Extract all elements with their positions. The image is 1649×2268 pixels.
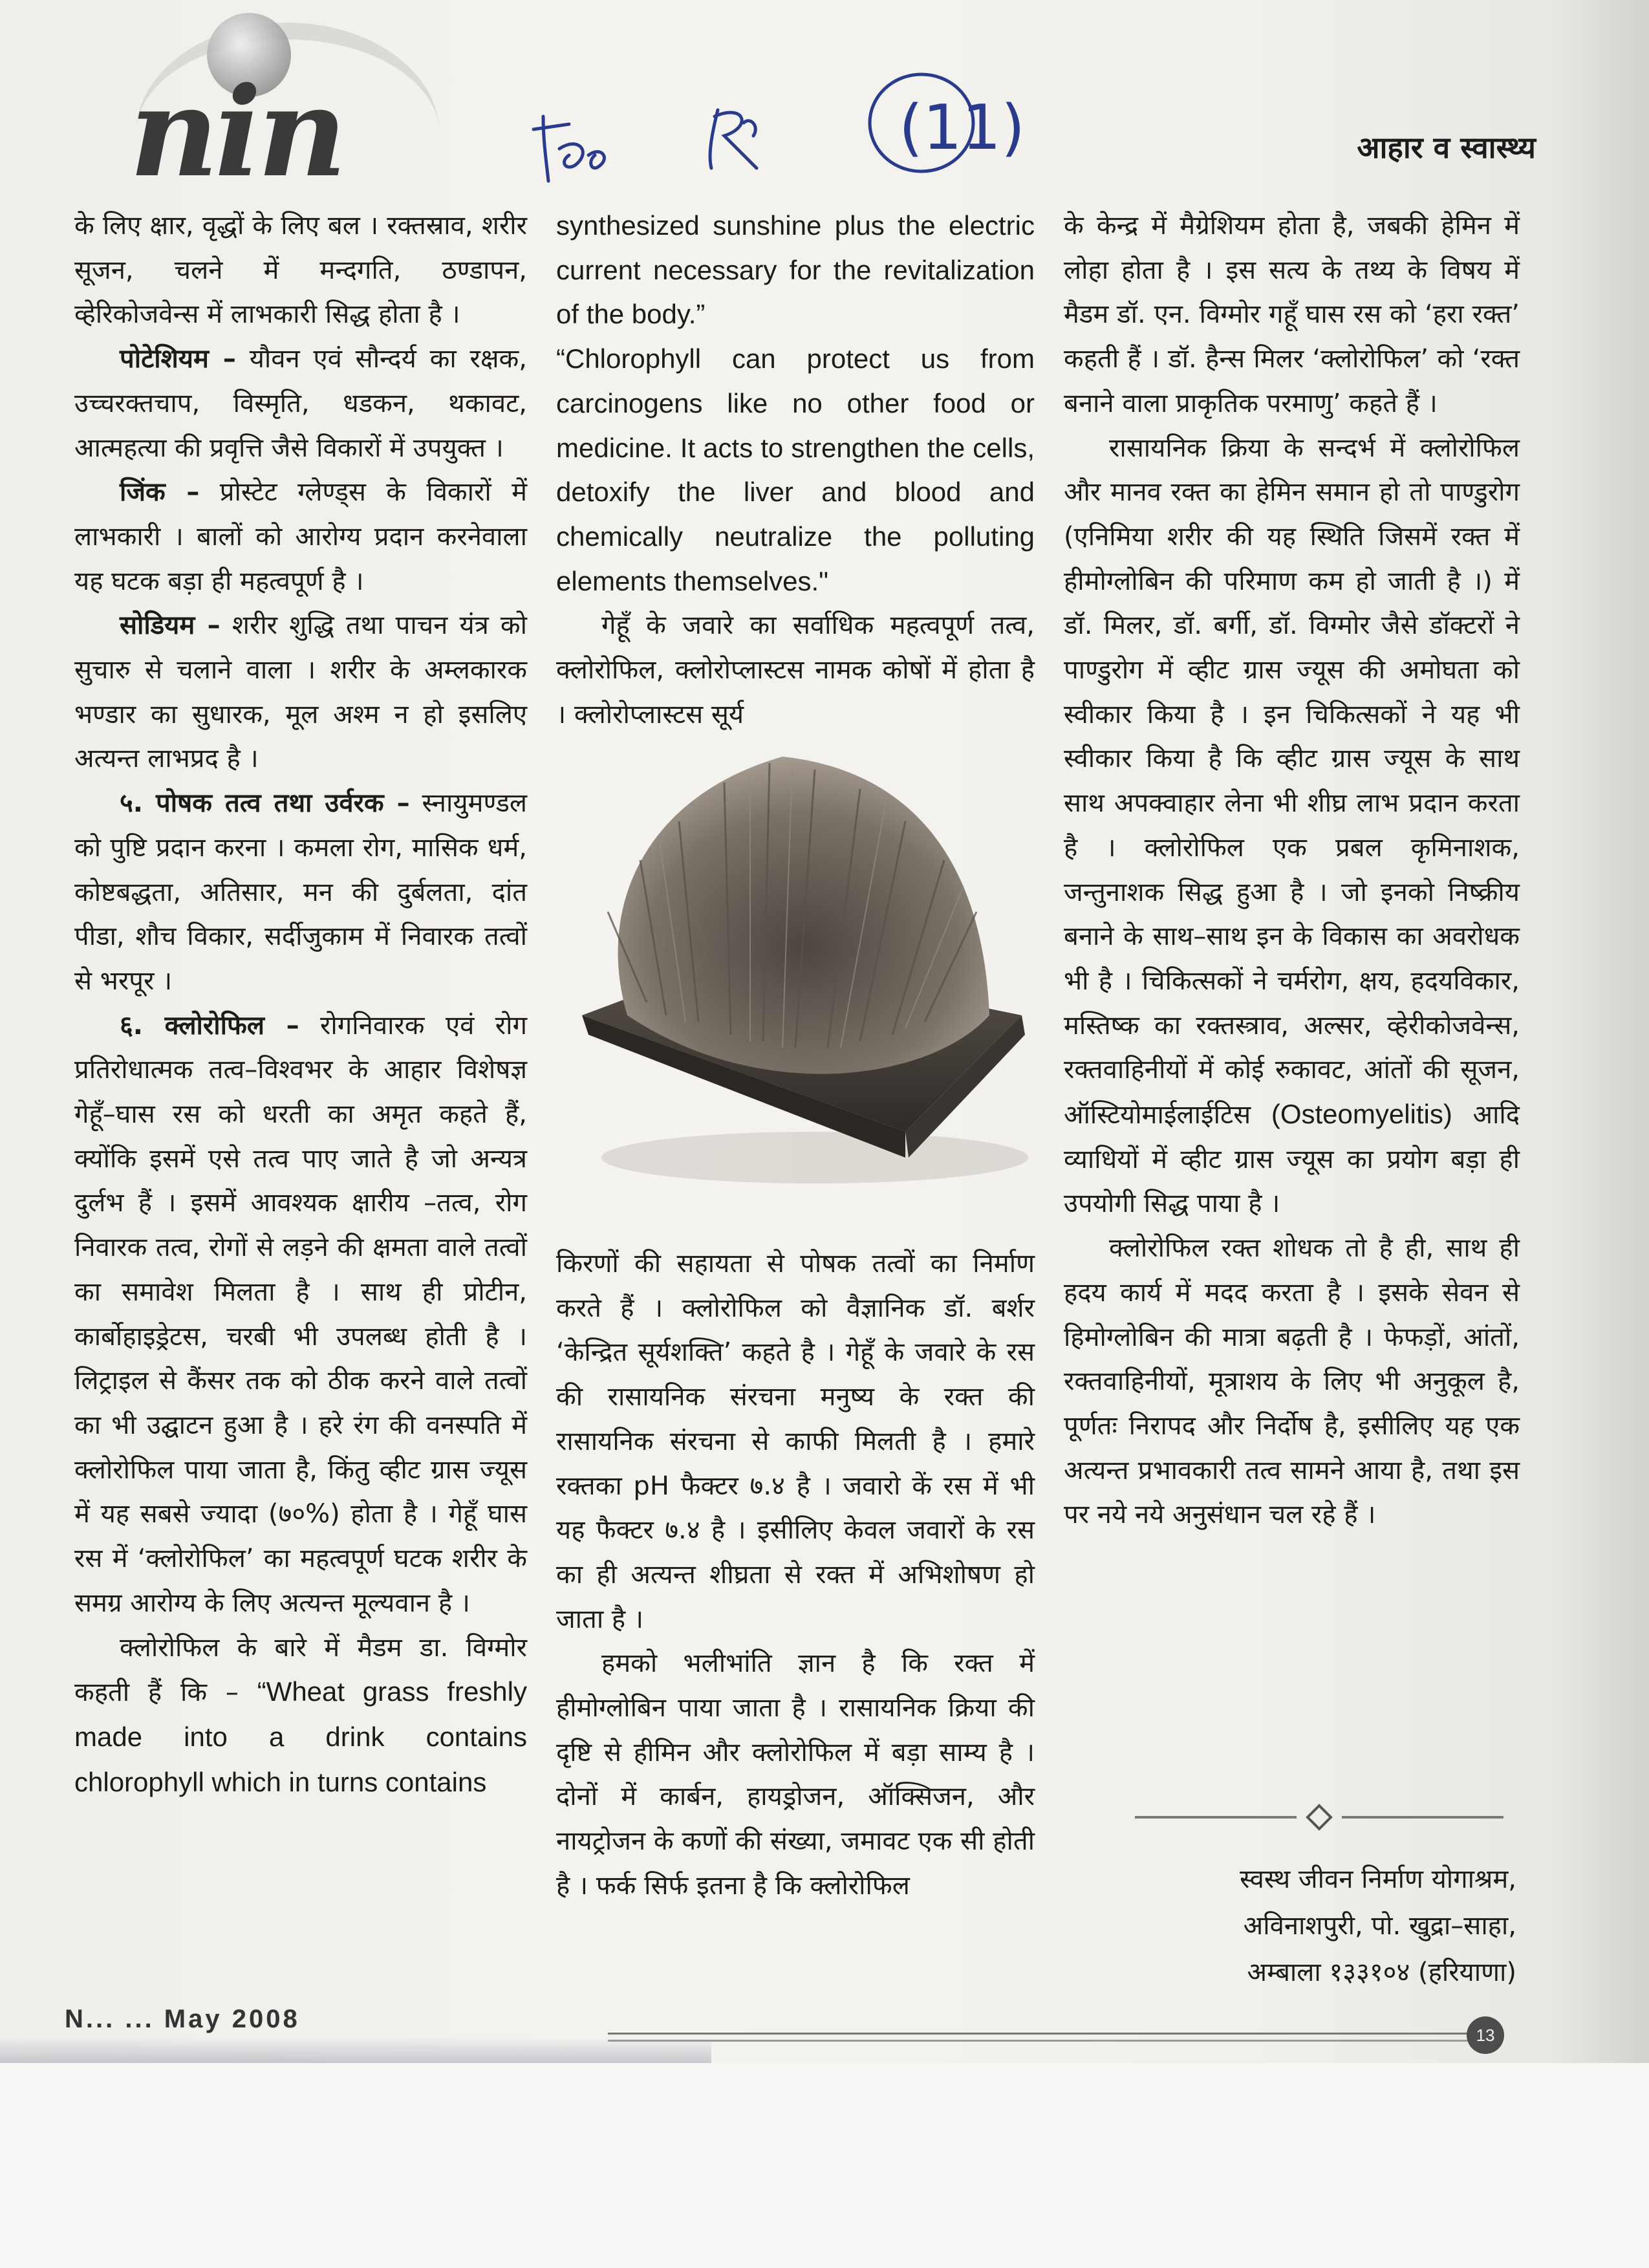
paragraph-potassium — [74, 337, 527, 470]
paragraph-text: शरीर शुद्धि तथा पाचन यंत्र को सुचारु से चलाने वाला । शरीर के अम्लकारक भण्डार का सुधारक, मूल अश्म न हो इसलिए अत्यन्त लाभप्रद है । — [74, 610, 527, 774]
section-title: आहार व स्वास्थ्य — [1357, 130, 1536, 165]
paragraph-text: यौवन एवं सौन्दर्य का रक्षक, उच्चरक्तचाप, विस्मृति, धडकन, थकावट, आत्महत्या की प्रवृत्ति जैसे विकारों में उपयुक्त । — [74, 344, 527, 463]
wheatgrass-tray-photo — [569, 744, 1035, 1190]
column-2 — [556, 204, 1035, 1901]
paragraph: हमको भलीभांति ज्ञान है कि रक्त में हीमोग्लोबिन पाया जाता है । रासायनिक क्रिया की दृष्टि से हीमिन और क्लोरोफिल में बड़ा साम्य है । दोनों में कार्बन, हायड्रोजन, ऑक्सिजन, और नायट्रोजन के कणों की संख्या, जमावट एक सी होती है । फर्क सिर्फ इतना है कि क्लोरोफिल — [556, 1648, 1035, 1901]
footer-issue-text: N... ... May 2008 — [65, 2005, 300, 2033]
paragraph-text: क्लोरोफिल के बारे में मैडम डा. विग्मोर कहती हैं कि – — [74, 1632, 527, 1708]
page-number: 13 — [1467, 2016, 1504, 2054]
english-quote: synthesized sunshine plus the electric current necessary for the revitalization of the body.” — [556, 210, 1035, 330]
english-term: (Osteomyelitis) — [1271, 1099, 1452, 1130]
nutrient-heading: पोटेशियम – — [120, 344, 236, 374]
english-quote: “Chlorophyll can protect us from carcinogens like no other food or medicine. It acts to strengthen the cells, detoxify the liver and blood and chemically neutralize the polluting elements themselves." — [556, 343, 1035, 596]
address-line: अम्बाला १३३१०४ (हरियाणा) — [1247, 1958, 1516, 1987]
section-heading: ५. पोषक तत्व तथा उर्वरक – — [120, 788, 410, 819]
paragraph: क्लोरोफिल रक्त शोधक तो है ही, साथ ही हदय कार्य में मदद करता है । इसके सेवन से हिमोग्लोबिन की मात्रा बढ़ती है । फेफड़ों, आंतों, रक्तवाहिनीयों, मूत्राशय के लिए भी अनुकूल है, पूर्णतः निरापद और निर्दोष है, इसीलिए यह एक अत्यन्त प्रभावकारी तत्व सामने आया है, तथा इस पर नये नये अनुसंधान चल रहे हैं । — [1064, 1233, 1520, 1530]
paragraph — [1064, 426, 1520, 1227]
paragraph-text: प्रोस्टेट ग्लेण्ड्स के विकारों में लाभकारी । बालों को आरोग्य प्रदान करनेवाला यह घटक बड़ा ही महत्वपूर्ण है । — [74, 477, 528, 596]
address-line: अविनाशपुरी, पो. खुद्रा–साहा, — [1243, 1911, 1516, 1941]
paragraph-quote-intro — [74, 1626, 527, 1806]
paragraph: के केन्द्र में मैग्रेशियम होता है, जबकी हेमिन में लोहा होता है । इस सत्य के तथ्य के विषय में मैडम डॉ. एन. विग्मोर गहूँ घास रस को ‘हरा रक्त’ कहती हैं । डॉ. हैन्स मिलर ‘क्लोरोफिल’ को ‘रक्त बनाने वाला प्राकृतिक परमाणु’ कहते हैं । — [1064, 211, 1520, 418]
paragraph: के लिए क्षार, वृद्धों के लिए बल । रक्तस्राव, शरीर सूजन, चलने में मन्दगति, ठण्डापन, व्हेरिकोजवेन्स में लाभकारी सिद्ध होता है । — [74, 211, 527, 330]
paragraph-text: आदि व्याधियों में व्हीट ग्रास ज्यूस का प्रयोग बड़ा ही उपयोगी सिद्ध पाया है । — [1064, 1100, 1520, 1219]
column-3 — [1064, 204, 1520, 1537]
paragraph: गेहूँ के जवारे का सर्वाधिक महत्वपूर्ण तत्व, क्लोरोफिल, क्लोरोप्लास्टस नामक कोषों में होता है । क्लोरोप्लास्टस सूर्य — [556, 610, 1035, 729]
nutrient-heading: सोडियम – — [120, 610, 221, 641]
scanner-margin — [0, 2063, 1649, 2268]
paragraph-text: रासायनिक क्रिया के सन्दर्भ में क्लोरोफिल और मानव रक्त का हेमिन समान हो तो पाण्डुरोग (एनिमिया शरीर की यह स्थिति जिसमें रक्त में हीमोग्लोबिन की परिमाण कम हो जाती है ।) में डॉ. मिलर, डॉ. बर्गी, डॉ. विग्मोर जैसे डॉक्टरों ने पाण्डुरोग में व्हीट ग्रास ज्यूस की अमोघता को स्वीकार किया है । इन चिकित्सकों ने यह भी स्वीकार किया है कि व्हीट ग्रास ज्यूस के साथ साथ अपक्वाहार लेना भी शीघ्र लाभ प्रदान करता है । क्लोरोफिल एक प्रबल कृमिनाशक, जन्तुनाशक सिद्ध हुआ है । जो इनको निष्क्रीय बनाने के साथ–साथ इन के विकास का अवरोधक भी है । चिकित्सकों ने चर्मरोग, क्षय, हदयविकार, मस्तिष्क का रक्तस्त्राव, अल्सर, व्हेरीकोजवेन्स, रक्तवाहिनीयों में कोई रुकावट, आंतों की सूजन, ऑस्टियोमाईलाईटिस — [1064, 433, 1520, 1130]
nin-logo-icon — [110, 13, 382, 204]
address-line: स्वस्थ जीवन निर्माण योगाश्रम, — [1240, 1864, 1516, 1894]
paragraph-sodium — [74, 603, 527, 781]
english-quote: “Wheat grass freshly made into a drink contains chlorophyll which in turns contains — [74, 1676, 527, 1797]
logo-text: nin — [129, 60, 343, 204]
paragraph-nutrients — [74, 781, 527, 1004]
column-1 — [74, 204, 527, 1805]
paragraph-text: स्नायुमण्डल को पुष्टि प्रदान करना । कमला रोग, मासिक धर्म, कोष्टबद्धता, अतिसार, मन की दुर्बलता, दांत पीडा, शौच विकार, सर्दीजुकाम में निवारक तत्वों से भरपूर । — [74, 788, 527, 996]
paragraph-zinc — [74, 470, 527, 603]
handwritten-annotation — [530, 65, 1026, 194]
diamond-divider-icon — [1135, 1804, 1503, 1830]
section-heading: ६. क्लोरोफिल – — [120, 1010, 299, 1041]
footer-rule — [608, 2033, 1474, 2042]
author-address — [1240, 1856, 1516, 1996]
handwritten-number: (11) — [899, 92, 1026, 164]
paragraph: किरणों की सहायता से पोषक तत्वों का निर्माण करते हैं । क्लोरोफिल को वैज्ञानिक डॉ. बर्शर ‘केन्द्रित सूर्यशक्ति’ कहते है । गेहूँ के जवारे के रस की रासायनिक संरचना मनुष्य के रक्त की रासायनिक संरचना से काफी मिलती है । हमारे रक्तका pH फैक्टर ७.४ है । जवारो कें रस में भी यह फैक्टर ७.४ है । इसीलिए केवल जवारों के रस का ही अत्यन्त शीघ्रता से रक्त में अभिशोषण हो जाता है । — [556, 1249, 1035, 1634]
paragraph-chlorophyll — [74, 1004, 527, 1626]
paragraph-text: रोगनिवारक एवं रोग प्रतिरोधात्मक तत्व–विश्वभर के आहार विशेषज्ञ गेहूँ–घास रस को धरती का अमृत कहते हैं, क्योंकि इसमें एसे तत्व पाए जाते है जो अन्यत्र दुर्लभ हैं । इसमें आवश्यक क्षारीय –तत्व, रोग निवारक तत्व, रोगों से लड़ने की क्षमता वाले तत्वों का समावेश मिलता है । साथ ही प्रोटीन, कार्बोहाइड्रेटस, चरबी भी उपलब्ध होती है । लिट्राइल से कैंसर तक को ठीक करने वाले तत्वों का भी उद्घाटन हुआ है । हरे रंग की वनस्पति में क्लोरोफिल पाया जाता है, किंतु व्हीट ग्रास ज्यूस में यह सबसे ज्यादा (७०%) होता है । गेहूँ घास रस में ‘क्लोरोफिल’ का महत्वपूर्ण घटक शरीर के समग्र आरोग्य के लिए अत्यन्त मूल्यवान है । — [74, 1010, 527, 1618]
nutrient-heading: जिंक – — [120, 477, 200, 508]
page-fold-shadow — [1552, 0, 1649, 2069]
column-2-lower — [556, 1242, 1035, 1908]
